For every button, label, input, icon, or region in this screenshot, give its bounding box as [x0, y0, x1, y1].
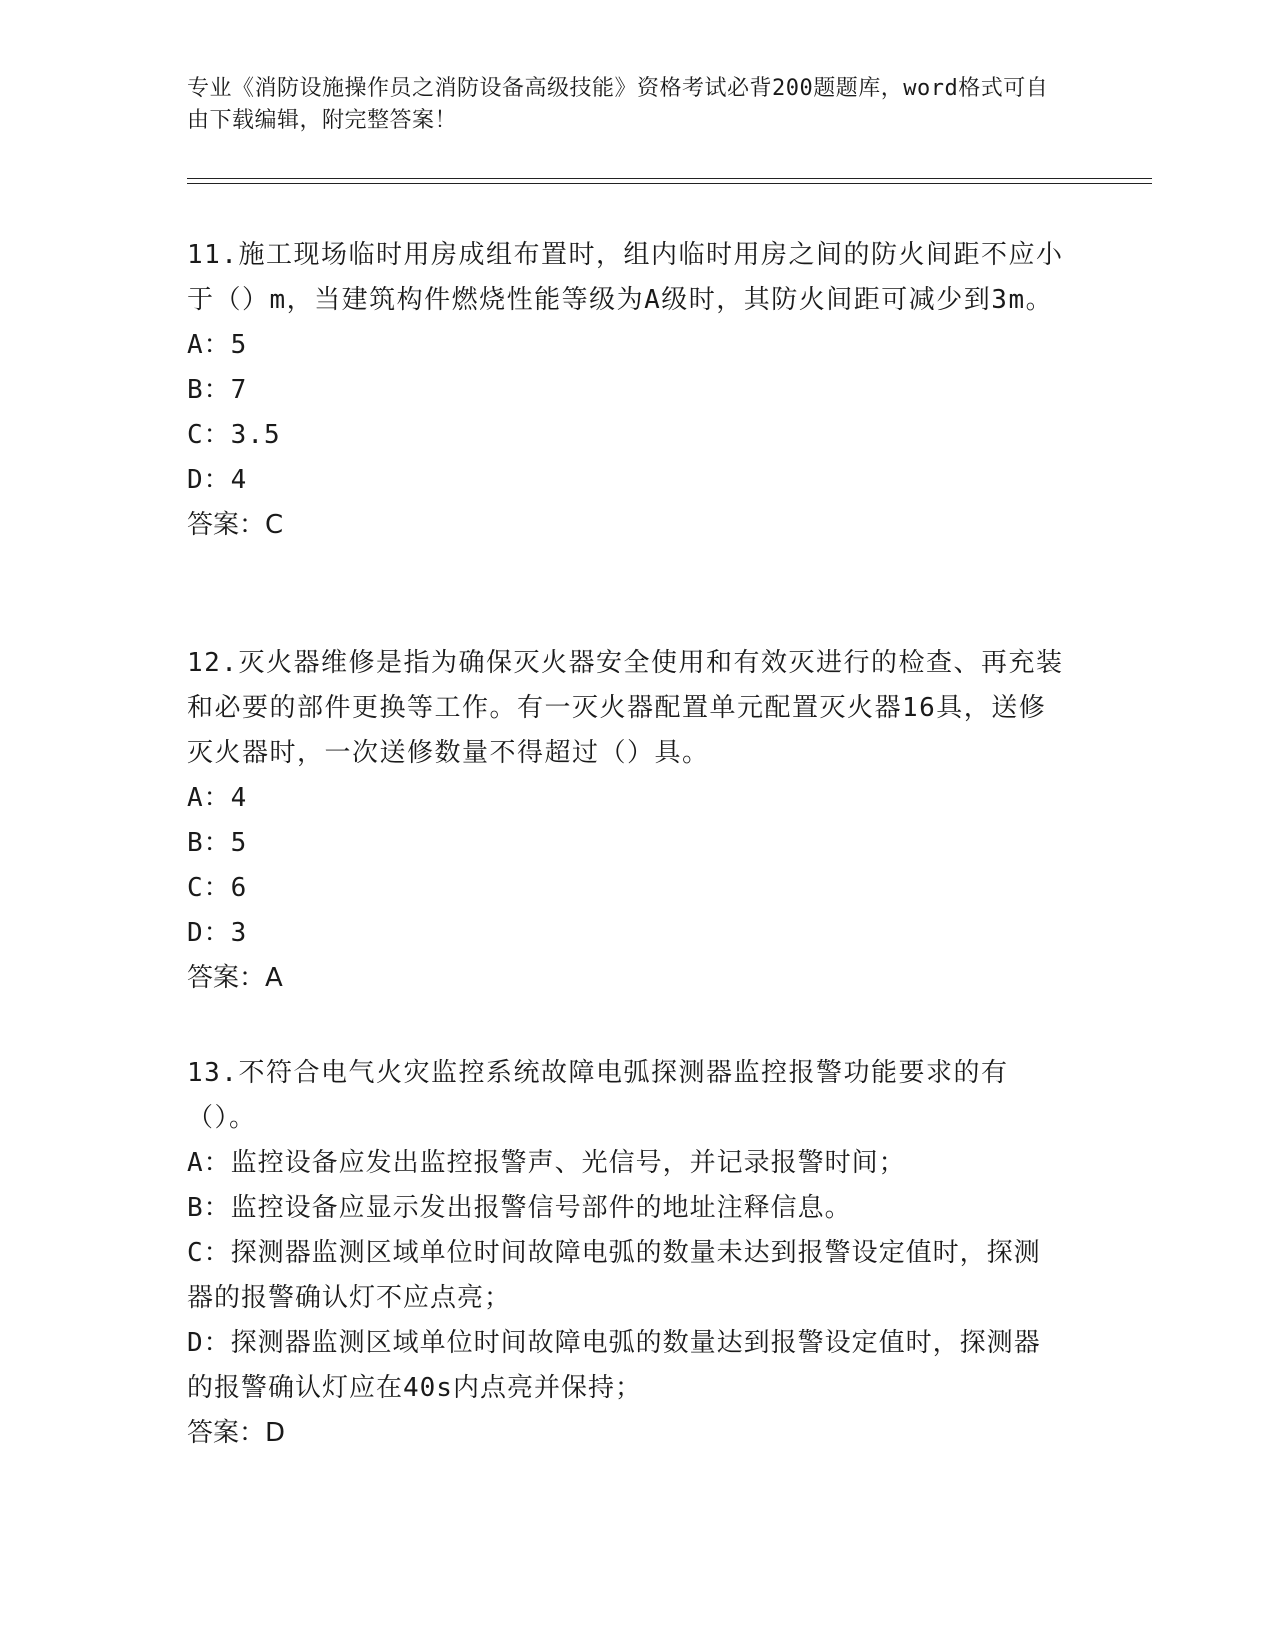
header-divider-bottom: [187, 183, 1152, 184]
option-letter: C: [187, 873, 204, 903]
option-letter: A: [187, 330, 204, 360]
option-letter: D: [187, 465, 204, 495]
option-text: 6: [230, 873, 248, 903]
option-text: 监控设备应显示发出报警信号部件的地址注释信息。: [230, 1193, 852, 1223]
option-d: D：4: [187, 465, 248, 495]
option-letter: A: [187, 1148, 204, 1178]
option-b: B：监控设备应显示发出报警信号部件的地址注释信息。: [187, 1193, 852, 1223]
option-a: A：4: [187, 783, 248, 813]
header-divider-top: [187, 178, 1152, 179]
question-text: 13.不符合电气火灾监控系统故障电弧探测器监控报警功能要求的有（）。: [187, 1058, 1009, 1133]
option-letter: D: [187, 1328, 204, 1358]
option-text: 4: [230, 783, 248, 813]
option-letter: C: [187, 1238, 204, 1268]
question-text: 11.施工现场临时用房成组布置时，组内临时用房之间的防火间距不应小于（）m，当建筑构件燃烧性能等级为A级时，其防火间距可减少到3m。: [187, 240, 1064, 315]
document-header: [187, 73, 1067, 137]
option-text: 5: [230, 330, 248, 360]
question-text: 12.灭火器维修是指为确保灭火器安全使用和有效灭进行的检查、再充装和必要的部件更换等工作。有一灭火器配置单元配置灭火器16具，送修灭火器时，一次送修数量不得超过（）具。: [187, 648, 1064, 768]
option-b: B：7: [187, 375, 248, 405]
option-letter: D: [187, 918, 204, 948]
option-c: C：6: [187, 873, 248, 903]
option-text: 4: [230, 465, 248, 495]
option-text: 3.5: [230, 420, 281, 450]
option-letter: B: [187, 375, 204, 405]
option-text: 监控设备应发出监控报警声、光信号，并记录报警时间；: [230, 1148, 906, 1178]
answer-line: 答案：A: [187, 963, 283, 993]
header-text: 专业《消防设施操作员之消防设备高级技能》资格考试必背200题题库，word格式可自由下载编辑，附完整答案！: [187, 76, 1049, 133]
question-12: [187, 641, 1067, 1001]
option-letter: A: [187, 783, 204, 813]
option-c: C：3.5: [187, 420, 281, 450]
question-11: [187, 233, 1067, 548]
option-d: D：探测器监测区域单位时间故障电弧的数量达到报警设定值时，探测器的报警确认灯应在40s内点亮并保持；: [187, 1328, 1041, 1403]
question-13: [187, 1051, 1067, 1456]
option-a: A：5: [187, 330, 248, 360]
option-letter: B: [187, 828, 204, 858]
option-text: 7: [230, 375, 248, 405]
option-text: 3: [230, 918, 248, 948]
answer-line: 答案：C: [187, 510, 284, 540]
option-d: D：3: [187, 918, 248, 948]
option-a: A：监控设备应发出监控报警声、光信号，并记录报警时间；: [187, 1148, 906, 1178]
option-letter: C: [187, 420, 204, 450]
option-c: C：探测器监测区域单位时间故障电弧的数量未达到报警设定值时，探测器的报警确认灯不应点亮；: [187, 1238, 1041, 1313]
option-letter: B: [187, 1193, 204, 1223]
option-text: 探测器监测区域单位时间故障电弧的数量达到报警设定值时，探测器的报警确认灯应在40s内点亮并保持；: [187, 1328, 1041, 1403]
option-b: B：5: [187, 828, 248, 858]
option-text: 5: [230, 828, 248, 858]
option-text: 探测器监测区域单位时间故障电弧的数量未达到报警设定值时，探测器的报警确认灯不应点亮；: [187, 1238, 1041, 1313]
answer-line: 答案：D: [187, 1418, 286, 1448]
